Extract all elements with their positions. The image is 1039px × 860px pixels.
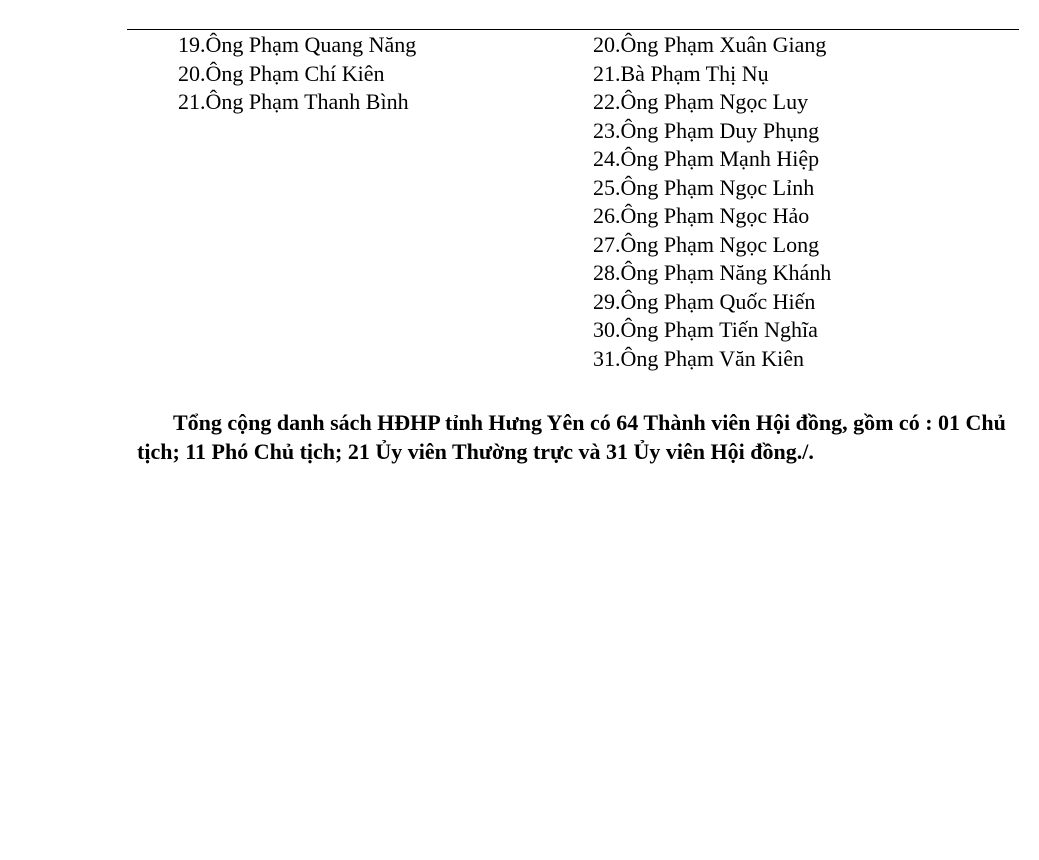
- member-entry: 22.Ông Phạm Ngọc Luy: [593, 89, 809, 114]
- top-divider-line: [127, 29, 1019, 30]
- member-entry: 23.Ông Phạm Duy Phụng: [593, 117, 820, 143]
- member-entry: 31.Ông Phạm Văn Kiên: [593, 345, 805, 371]
- member-entry: 29.Ông Phạm Quốc Hiến: [593, 288, 816, 314]
- summary-paragraph: Tổng cộng danh sách HĐHP tỉnh Hưng Yên có 64 Thành viên Hội đồng, gồm có : 01 Chủ tịch; 11 Phó Chủ tịch; 21 Ủy viên Thường trực và 31 Ủy viên Hội đồng./.: [137, 410, 1006, 464]
- member-entry: 21.Bà Phạm Thị Nụ: [593, 60, 769, 86]
- member-entry: 30.Ông Phạm Tiến Nghĩa: [593, 317, 818, 342]
- member-entry: 21.Ông Phạm Thanh Bình: [178, 89, 409, 114]
- member-list-left: [178, 31, 416, 117]
- member-entry: 20.Ông Phạm Chí Kiên: [178, 60, 385, 86]
- member-entry: 28.Ông Phạm Năng Khánh: [593, 260, 832, 285]
- member-entry: 26.Ông Phạm Ngọc Hảo: [593, 203, 810, 228]
- member-entry: 20.Ông Phạm Xuân Giang: [593, 32, 827, 57]
- member-entry: 25.Ông Phạm Ngọc Lỉnh: [593, 174, 815, 200]
- member-entry: 27.Ông Phạm Ngọc Long: [593, 231, 820, 257]
- member-entry: 19.Ông Phạm Quang Năng: [178, 32, 417, 57]
- member-entry: 24.Ông Phạm Mạnh Hiệp: [593, 146, 820, 171]
- member-list-right: [593, 31, 831, 373]
